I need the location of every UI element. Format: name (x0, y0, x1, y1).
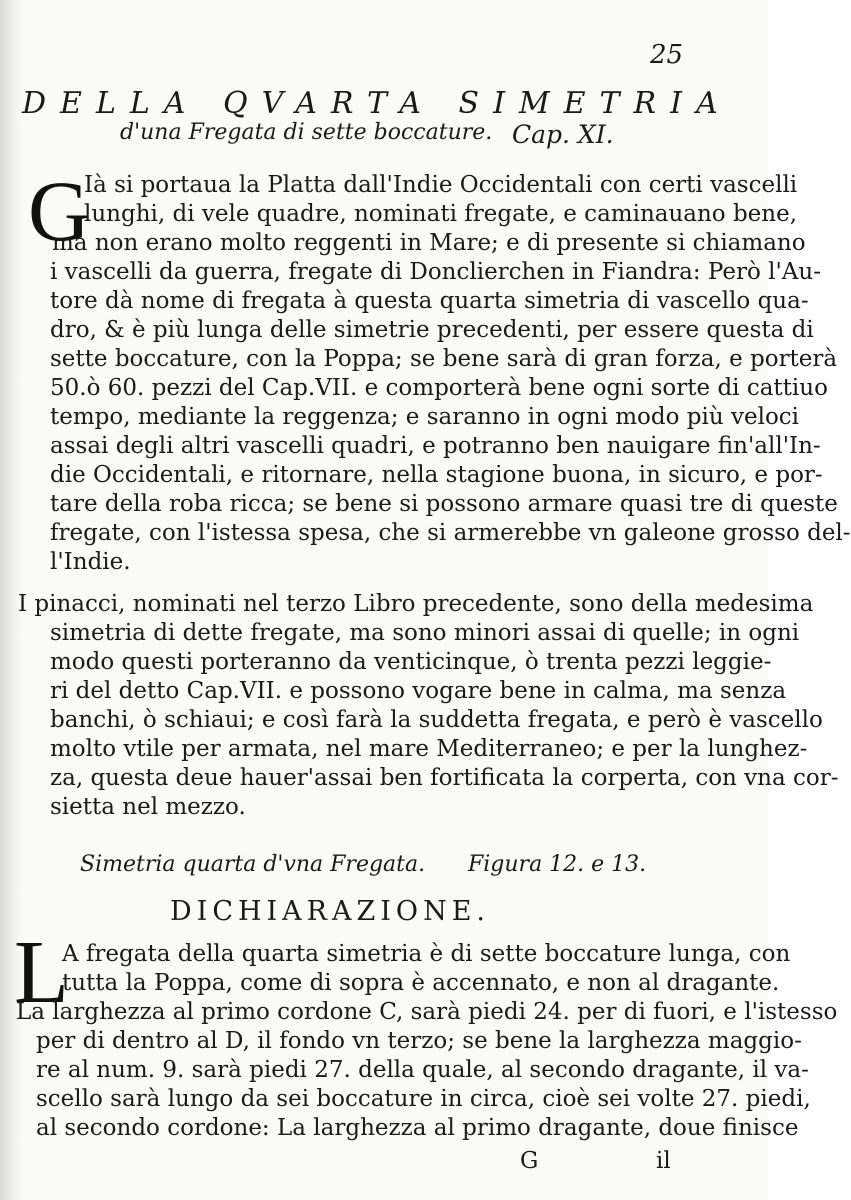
body-line: tore dà nome di fregata à questa quarta simetria di vascello qua- (50, 288, 809, 314)
body-line: molto vtile per armata, nel mare Mediterraneo; e per la lunghez- (50, 736, 808, 762)
body-line: dro, & è più lunga delle simetrie precedenti, per essere questa di (50, 317, 814, 343)
body-line: ma non erano molto reggenti in Mare; e di presente si chiamano (52, 230, 806, 256)
chapter-number: Cap. XI. (512, 120, 614, 149)
body-line: per di dentro al D, il fondo vn terzo; se bene la larghezza maggio- (36, 1028, 802, 1054)
body-line: tare della roba ricca; se bene si possono armare quasi tre di queste (50, 491, 838, 517)
chapter-subtitle: d'una Fregata di sette boccature. (120, 120, 493, 145)
body-line: I pinacci, nominati nel terzo Libro precedente, sono della medesima (18, 591, 814, 617)
body-line: banchi, ò schiaui; e così farà la suddetta fregata, e però è vascello (50, 707, 823, 733)
body-line: i vascelli da guerra, fregate di Donclierchen in Fiandra: Però l'Au- (50, 259, 821, 285)
body-line: sietta nel mezzo. (50, 794, 246, 820)
body-line: die Occidentali, e ritornare, nella stagione buona, in sicuro, e por- (50, 462, 823, 488)
section-heading: DICHIARAZIONE. (170, 896, 490, 927)
body-line: La larghezza al primo cordone C, sarà piedi 24. per di fuori, e l'istesso (16, 999, 838, 1025)
body-line: simetria di dette fregate, ma sono minori assai di quelle; in ogni (50, 620, 800, 646)
drop-cap-g: G (28, 163, 91, 259)
body-line: ri del detto Cap.VII. e possono vogare bene in calma, ma senza (50, 678, 787, 704)
catchword: il (656, 1148, 671, 1174)
subtitle-row (120, 120, 720, 149)
body-line: sette boccature, con la Poppa; se bene sarà di gran forza, e porterà (50, 346, 838, 372)
signature-mark: G (520, 1148, 539, 1174)
chapter-title: DELLA QVARTA SIMETRIA (22, 86, 732, 121)
body-line: A fregata della quarta simetria è di sette boccature lunga, con (62, 941, 791, 967)
body-line: l'Indie. (50, 549, 131, 575)
body-line: lunghi, di vele quadre, nominati fregate, e caminauano bene, (84, 201, 798, 227)
body-line: modo questi porteranno da venticinque, ò trenta pezzi leggie- (50, 649, 772, 675)
body-line: re al num. 9. sarà piedi 27. della quale, al secondo dragante, il va- (36, 1057, 809, 1083)
page-number: 25 (650, 40, 684, 70)
body-line: za, questa deue hauer'assai ben fortificata la corperta, con vna cor- (50, 765, 839, 791)
drop-cap-l: L (14, 923, 69, 1022)
body-line: fregate, con l'istessa spesa, che si armerebbe vn galeone grosso del- (50, 520, 851, 546)
figure-caption (80, 852, 720, 877)
body-line: al secondo cordone: La larghezza al primo dragante, doue finisce (36, 1115, 799, 1141)
caption-text: Simetria quarta d'vna Fregata. (80, 852, 426, 877)
body-line: tutta la Poppa, come di sopra è accennato, e non al dragante. (62, 970, 780, 996)
body-line: assai degli altri vascelli quadri, e potranno ben nauigare fin'all'In- (50, 433, 821, 459)
body-line: scello sarà lungo da sei boccature in circa, cioè sei volte 27. piedi, (36, 1086, 811, 1112)
body-line: 50.ò 60. pezzi del Cap.VII. e comporterà bene ogni sorte di cattiuo (50, 375, 828, 401)
body-line: Ià si portaua la Platta dall'Indie Occidentali con certi vascelli (84, 172, 798, 198)
figure-reference: Figura 12. e 13. (468, 852, 647, 877)
body-line: tempo, mediante la reggenza; e saranno in ogni modo più veloci (50, 404, 800, 430)
